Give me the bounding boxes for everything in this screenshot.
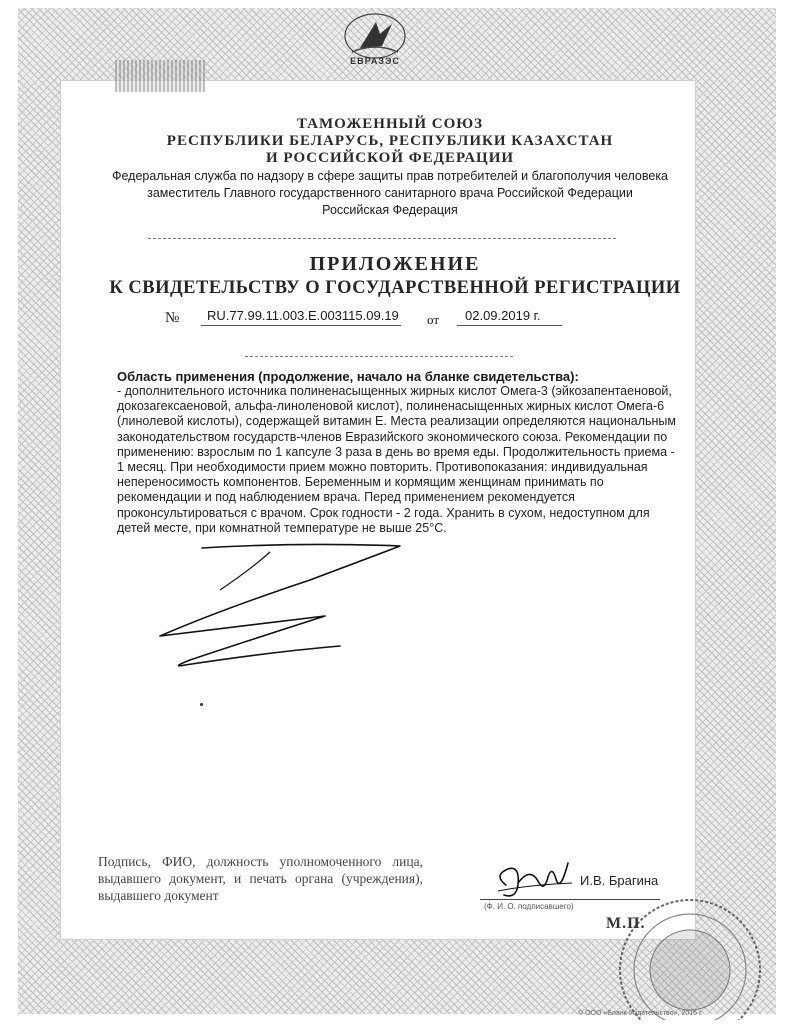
seal-mark: М.П.: [606, 915, 646, 932]
signature-scrawl: [150, 540, 430, 690]
signature-label: Подпись, ФИО, должность уполномоченного лица, выдавшего документ, и печать органа (учреждения), выдавшего документ: [98, 854, 423, 903]
signer-caption: (Ф. И. О. подписавшего): [484, 902, 574, 911]
micro-text-line: [148, 238, 618, 239]
issuer-header: [90, 116, 690, 218]
number-sign: №: [165, 310, 180, 326]
header-line-2: РЕСПУБЛИКИ БЕЛАРУСЬ, РЕСПУБЛИКИ КАЗАХСТАН: [166, 133, 614, 149]
printer-footer: © ООО «Бланк-Издательство», 2016 г.: [578, 1010, 703, 1017]
registration-number: RU.77.99.11.003.E.003115.09.19: [207, 308, 399, 323]
header-line-6: Российская Федерация: [322, 203, 458, 217]
header-line-1: ТАМОЖЕННЫЙ СОЮЗ: [296, 116, 484, 132]
header-line-3: И РОССИЙСКОЙ ФЕДЕРАЦИИ: [265, 150, 515, 166]
header-line-5: заместитель Главного государственного санитарного врача Российской Федерации: [147, 186, 633, 200]
number-underline: [201, 325, 401, 326]
title-line-1: ПРИЛОЖЕНИЕ: [309, 253, 481, 275]
date-underline: [457, 325, 562, 326]
scope-title: Область применения (продолжение, начало на бланке свидетельства):: [117, 369, 579, 384]
document-title: [70, 252, 720, 300]
barcode-stamp: [115, 60, 205, 92]
signer-name: И.В. Брагина: [580, 873, 659, 888]
registration-date: 02.09.2019 г.: [465, 308, 541, 323]
scope-text: - дополнительного источника полиненасыщенных жирных кислот Омега-3 (эйкозапентаеновой, докозагексаеновой, альфа-линоленовой кислот), полиненасыщенных жирных кислот Омега-6 (линолевой кислоты), содержащей витамин Е. Места реализации определяются национальным законодательством государств-членов Евразийского экономического союза. Рекомендации по применению: взрослым по 1 капсуле 3 раза в день во время еды. Продолжительность приема - 1 месяц. При необходимости прием можно повторить. Противопоказания: индивидуальная непереносимость компонентов. Беременным и кормящим женщинам принимать по рекомендации и под наблюдением врача. Перед применением рекомендуется проконсультироваться с врачом. Срок годности - 2 года. Хранить в сухом, недоступном для детей месте, при комнатной температуре не выше 25°С.: [117, 384, 677, 535]
logo-caption: ЕВРАЗЭС: [350, 56, 400, 66]
micro-text-line-2: [245, 356, 515, 357]
title-line-2: К СВИДЕТЕЛЬСТВУ О ГОСУДАРСТВЕННОЙ РЕГИСТРАЦИИ: [109, 278, 681, 298]
registration-line: [165, 308, 605, 330]
from-label: от: [427, 312, 440, 327]
header-line-4: Федеральная служба по надзору в сфере защиты прав потребителей и благополучия человека: [111, 169, 669, 183]
official-seal: [590, 890, 780, 1020]
ink-dot: [200, 703, 203, 706]
